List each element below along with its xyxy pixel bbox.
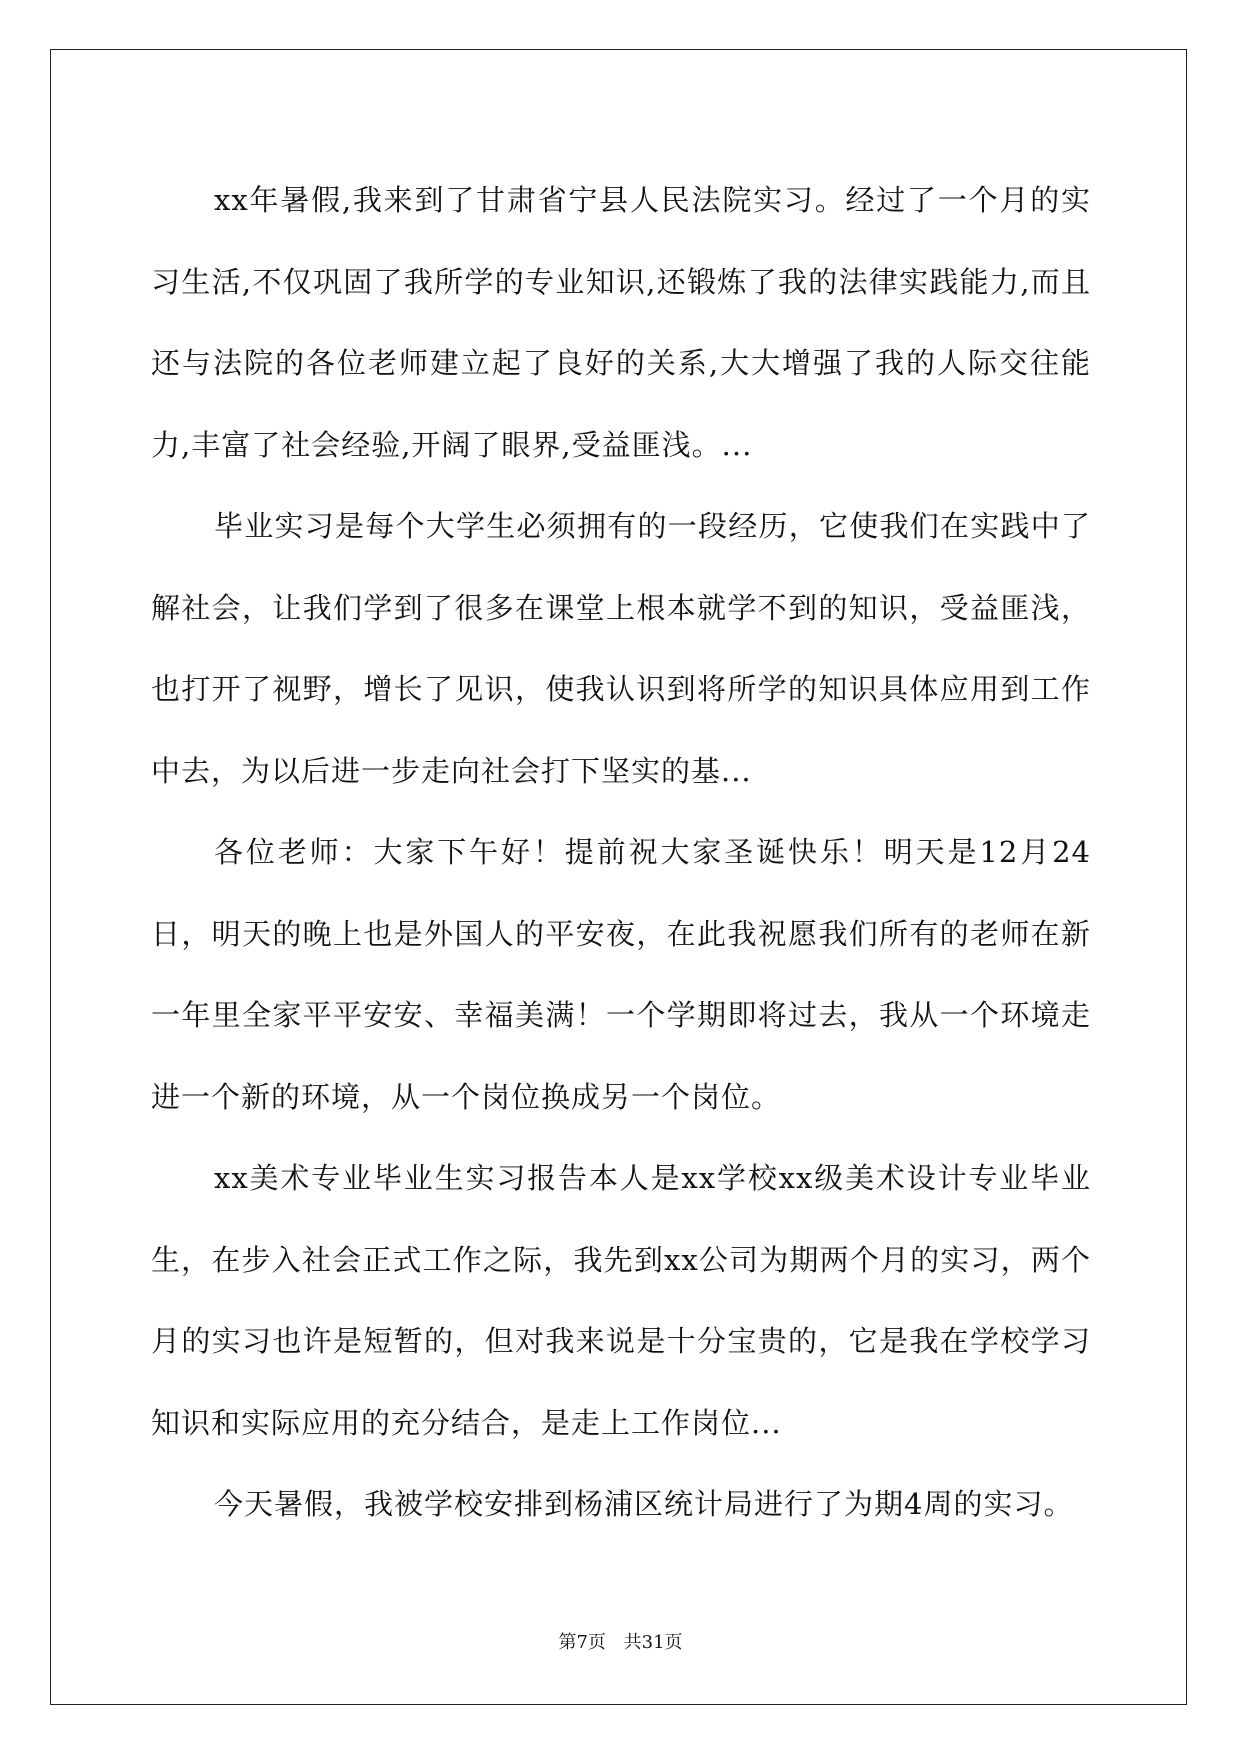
paragraph-3: 各位老师：大家下午好！提前祝大家圣诞快乐！明天是12月24日，明天的晚上也是外国人的平安夜，在此我祝愿我们所有的老师在新一年里全家平平安安、幸福美满！一个学期即将过去，我从一个环境走进一个新的环境，从一个岗位换成另一个岗位。 bbox=[151, 835, 1091, 1114]
paragraph-1: xx年暑假,我来到了甘肃省宁县人民法院实习。经过了一个月的实习生活,不仅巩固了我所学的专业知识,还锻炼了我的法律实践能力,而且还与法院的各位老师建立起了良好的关系,大大增强了我的人际交往能力,丰富了社会经验,开阔了眼界,受益匪浅。... bbox=[151, 183, 1091, 462]
page-total: 共31页 bbox=[623, 1632, 683, 1653]
paragraph-2: 毕业实习是每个大学生必须拥有的一段经历，它使我们在实践中了解社会，让我们学到了很多在课堂上根本就学不到的知识，受益匪浅，也打开了视野，增长了见识，使我认识到将所学的知识具体应用到工作中去，为以后进一步走向社会打下坚实的基... bbox=[151, 509, 1091, 788]
page-number: 第7页 bbox=[558, 1632, 606, 1653]
page-footer bbox=[0, 1628, 1241, 1654]
paragraph-4: xx美术专业毕业生实习报告本人是xx学校xx级美术设计专业毕业生，在步入社会正式工作之际，我先到xx公司为期两个月的实习，两个月的实习也许是短暂的，但对我来说是十分宝贵的，它是我在学校学习知识和实际应用的充分结合，是走上工作岗位... bbox=[151, 1161, 1091, 1440]
paragraph-5: 今天暑假，我被学校安排到杨浦区统计局进行了为期4周的实习。 bbox=[214, 1487, 1074, 1521]
document-body bbox=[151, 160, 1091, 1546]
